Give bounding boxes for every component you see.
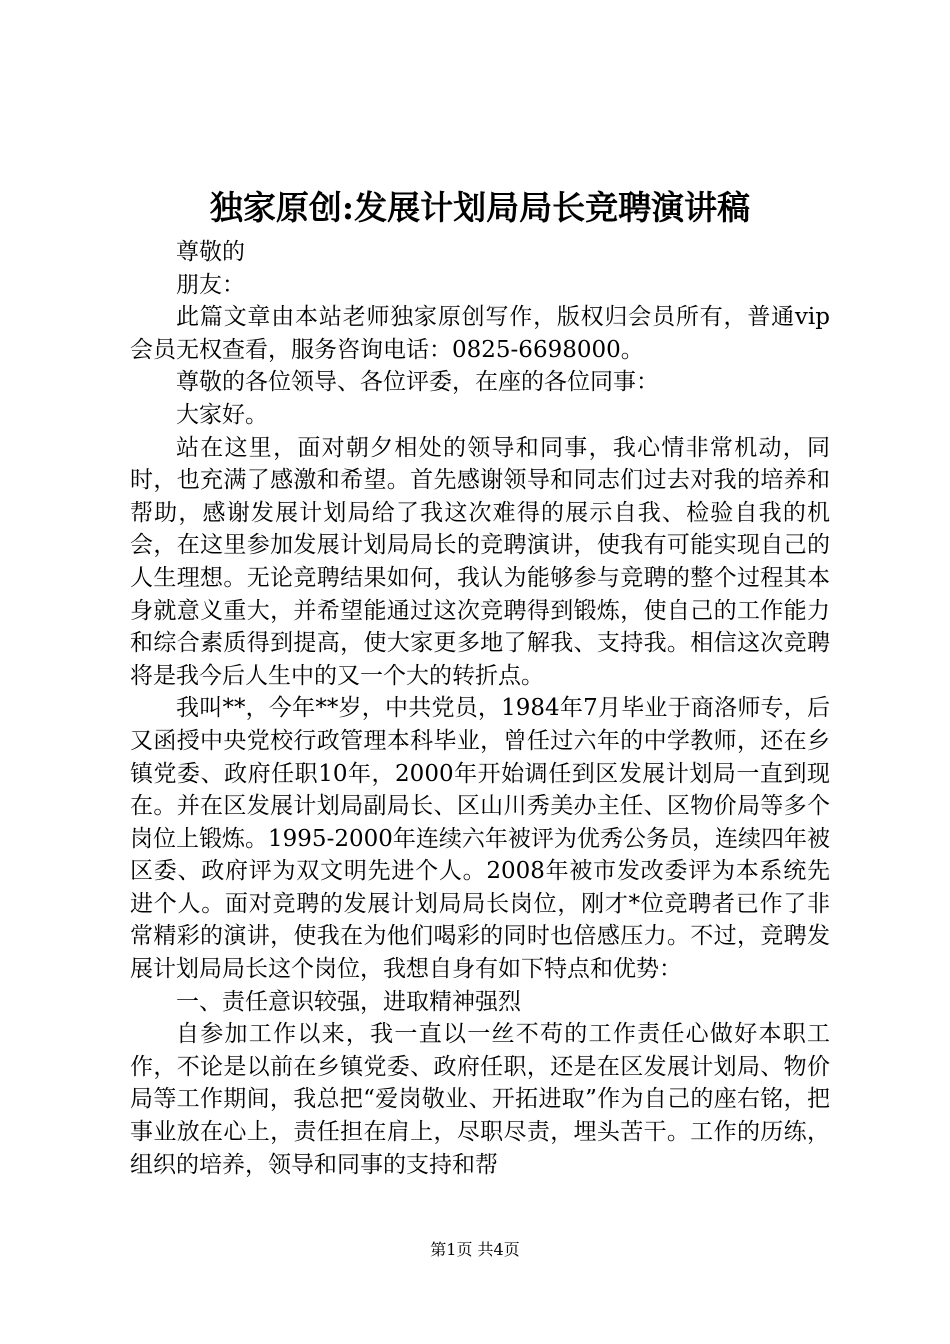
document-title: 独家原创:发展计划局局长竞聘演讲稿	[209, 188, 751, 227]
paragraph-introduction: 站在这里，面对朝夕相处的领导和同事，我心情非常机动，同时，也充满了感激和希望。首先感谢领导和同志们过去对我的培养和帮助，感谢发展计划局给了我这次难得的展示自我、检验自我的机会，在这里参加发展计划局局长的竞聘演讲，使我有可能实现自己的人生理想。无论竞聘结果如何，我认为能够参与竞聘的整个过程其本身就意义重大，并希望能通过这次竞聘得到锻炼，使自己的工作能力和综合素质得到提高，使大家更多地了解我、支持我。相信这次竞聘将是我今后人生中的又一个大的转折点。	[130, 434, 830, 689]
paragraph-background: 我叫**，今年**岁，中共党员，1984年7月毕业于商洛师专，后又函授中央党校行政管理本科毕业，曾任过六年的中学教师，还在乡镇党委、政府任职10年，2000年开始调任到区发展计划局一直到现在。并在区发展计划局副局长、区山川秀美办主任、区物价局等多个岗位上锻炼。1995-2000年连续六年被评为优秀公务员，连续四年被区委、政府评为双文明先进个人。2008年被市发改委评为本系统先进个人。面对竞聘的发展计划局局长岗位，刚才*位竞聘者已作了非常精彩的演讲，使我在为他们喝彩的同时也倍感压力。不过，竞聘发展计划局局长这个岗位，我想自身有如下特点和优势：	[130, 695, 830, 983]
paragraph-salutation-1: 尊敬的	[176, 239, 245, 265]
paragraph-salutation-2: 朋友：	[176, 271, 245, 298]
paragraph-copyright-notice: 此篇文章由本站老师独家原创写作，版权归会员所有，普通vip会员无权查看，服务咨询电话：0825-6698000。	[130, 304, 830, 363]
paragraph-hello: 大家好。	[176, 401, 268, 428]
paragraph-greeting-audience: 尊敬的各位领导、各位评委，在座的各位同事：	[176, 369, 659, 396]
page-number-footer: 第1页 共4页	[430, 1240, 520, 1259]
document-body	[130, 236, 830, 1181]
paragraph-section-heading-1: 一、责任意识较强，进取精神强烈	[176, 988, 521, 1015]
paragraph-responsibility: 自参加工作以来，我一直以一丝不苟的工作责任心做好本职工作，不论是以前在乡镇党委、政府任职，还是在区发展计划局、物价局等工作期间，我总把“爱岗敬业、开拓进取”作为自己的座右铭，把事业放在心上，责任担在肩上，尽职尽责，埋头苦干。工作的历练，组织的培养，领导和同事的支持和帮	[130, 1021, 830, 1178]
